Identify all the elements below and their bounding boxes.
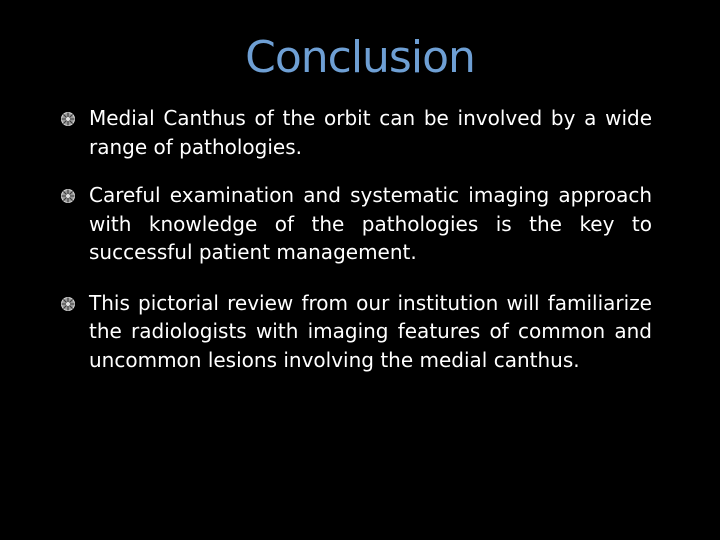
bullet-sphere-icon: [60, 111, 76, 127]
bullet-item: [60, 104, 652, 161]
bullet-sphere-icon: [60, 296, 76, 312]
bullet-sphere-icon: [60, 188, 76, 204]
bullet-text: Careful examination and systematic imaging approach with knowledge of the pathologies is the key to successful patient management.: [89, 183, 652, 264]
bullet-list: [60, 104, 652, 394]
bullet-text: This pictorial review from our institution will familiarize the radiologists with imaging features of common and uncommon lesions involving the medial canthus.: [89, 290, 652, 372]
bullet-text: Medial Canthus of the orbit can be involved by a wide range of pathologies.: [89, 106, 652, 159]
bullet-item: [60, 181, 652, 267]
bullet-item: [60, 289, 652, 375]
slide-title: Conclusion: [245, 32, 475, 83]
